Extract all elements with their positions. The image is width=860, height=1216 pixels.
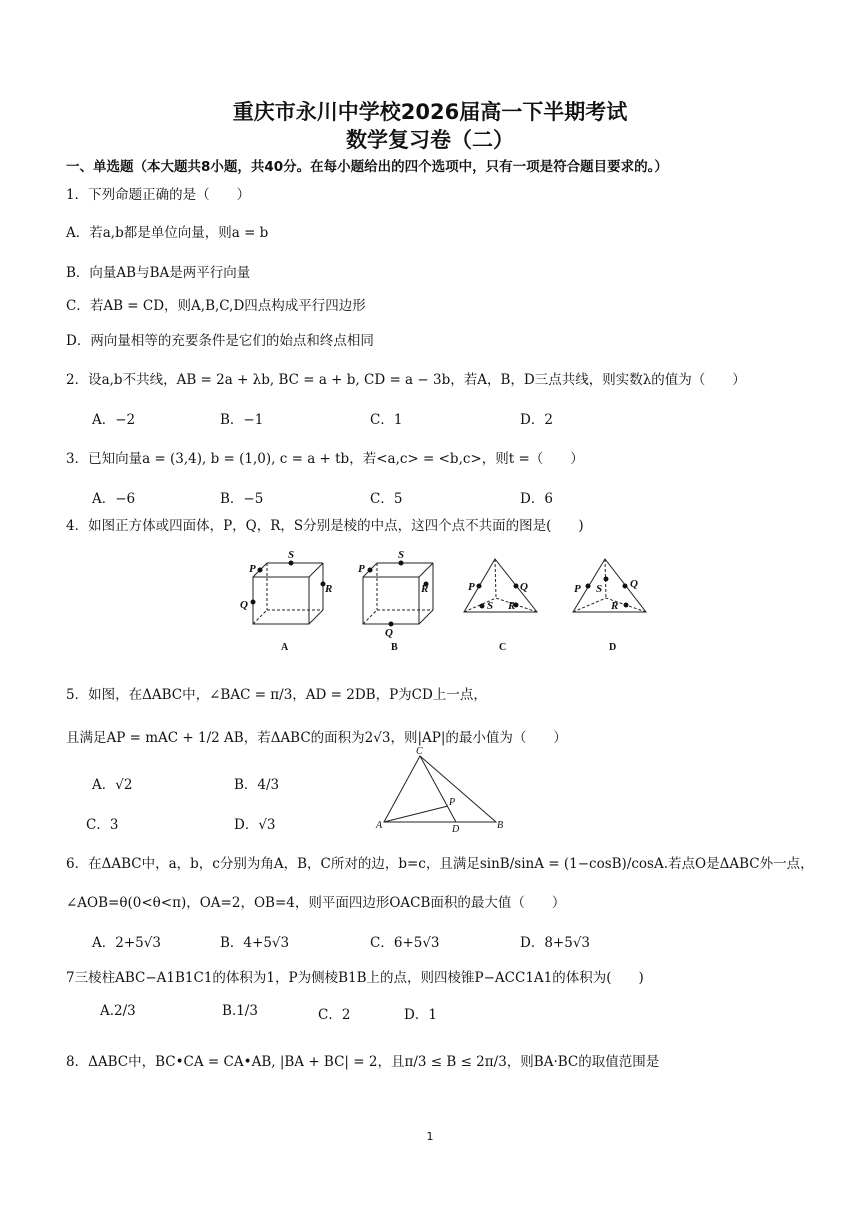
section-heading: 一、单选题（本大题共8小题，共40分。在每小题给出的四个选项中，只有一项是符合题目要求的。） (66, 159, 668, 175)
q7-option-d: D．1 (404, 1007, 437, 1023)
q3-option-a: A．−6 (92, 491, 136, 507)
q6-stem-line1: 6．在ΔABC中，a，b，c分别为角A，B，C所对的边，b=c，且满足sinB/sinA = (1−cosB)/cosA.若点O是ΔABC外一点， (66, 856, 814, 872)
label-r-d: R (611, 600, 619, 612)
q5-option-d: D．√3 (234, 817, 276, 833)
label-s-c: S (487, 600, 494, 612)
q6-option-c: C．6+5√3 (370, 935, 440, 951)
exam-title-line1: 重庆市永川中学校2026届高一下半期考试 (232, 100, 628, 124)
q5-triangle-figure (372, 746, 512, 836)
label-q-a: Q (240, 599, 248, 611)
label-p-d: P (574, 583, 581, 595)
q4-stem: 4．如图正方体或四面体，P，Q，R，S分别是棱的中点，这四个点不共面的图是( ) (66, 518, 584, 534)
label-p-a: P (249, 563, 256, 575)
fig5-label-b: B (497, 820, 504, 831)
q1-stem: 1．下列命题正确的是（ ） (66, 187, 251, 203)
q7-option-c: C．2 (318, 1007, 351, 1023)
cube-b-caption: B (391, 642, 398, 653)
q1-option-a: A．若a,b都是单位向量，则a = b (66, 225, 269, 241)
q8-stem: 8．ΔABC中，BC•CA = CA•AB, |BA + BC| = 2，且π/3 ≤ B ≤ 2π/3，则BA·BC的取值范围是 (66, 1054, 660, 1070)
label-r-a: R (325, 583, 333, 595)
cube-a-caption: A (281, 642, 289, 653)
q2-option-d: D．2 (520, 412, 553, 428)
q6-option-b: B．4+5√3 (220, 935, 290, 951)
q1-option-b: B．向量AB与BA是两平行向量 (66, 265, 251, 281)
q2-option-a: A．−2 (92, 412, 136, 428)
tetra-c-caption: C (499, 642, 507, 653)
exam-title-line2: 数学复习卷（二） (346, 128, 514, 152)
label-q-c: Q (520, 581, 528, 593)
q1-option-d: D．两向量相等的充要条件是它们的始点和终点相同 (66, 333, 374, 349)
label-q-b: Q (385, 627, 393, 639)
q5-option-b: B．4/3 (234, 777, 280, 793)
label-s-a: S (288, 549, 295, 561)
cube-figure-a (253, 563, 323, 624)
q3-option-c: C．5 (370, 491, 403, 507)
label-r-c: R (508, 600, 516, 612)
q2-stem: 2．设a,b不共线，AB = 2a + λb, BC = a + b, CD = a − 3b，若A，B，D三点共线，则实数λ的值为（ ） (66, 372, 746, 388)
q4-figures (230, 546, 660, 658)
label-s-b: S (398, 549, 405, 561)
label-p-c: P (468, 581, 475, 593)
fig5-label-p: P (449, 797, 456, 808)
q5-option-c: C．3 (86, 817, 119, 833)
q7-stem: 7三棱柱ABC−A1B1C1的体积为1，P为侧棱B1B上的点，则四棱锥P−ACC1A1的体积为( ) (66, 970, 644, 986)
q3-stem: 3．已知向量a = (3,4), b = (1,0), c = a + tb，若<a,c> = <b,c>，则t =（ ） (66, 451, 584, 467)
label-s-d: S (596, 583, 603, 595)
label-r-b: R (421, 583, 429, 595)
q7-option-b: B.1/3 (222, 1003, 258, 1019)
label-p-b: P (358, 563, 365, 575)
q7-option-a: A.2/3 (100, 1003, 136, 1019)
q5-stem-line1: 5．如图，在ΔABC中，∠BAC = π/3，AD = 2DB，P为CD上一点， (66, 687, 487, 703)
page-number: 1 (426, 1130, 434, 1143)
q2-option-b: B．−1 (220, 412, 264, 428)
q5-option-a: A．√2 (92, 777, 133, 793)
q2-option-c: C．1 (370, 412, 403, 428)
label-q-d: Q (630, 578, 638, 590)
q6-stem-line2: ∠AOB=θ(0<θ<π)，OA=2，OB=4，则平面四边形OACB面积的最大值（ ） (66, 895, 566, 911)
fig5-label-d: D (452, 824, 460, 835)
q1-option-c: C．若AB = CD，则A,B,C,D四点构成平行四边形 (66, 298, 366, 314)
q3-option-b: B．−5 (220, 491, 264, 507)
fig5-label-a: A (376, 820, 383, 831)
q6-option-d: D．8+5√3 (520, 935, 591, 951)
q5-stem-line2: 且满足AP = mAC + 1/2 AB，若ΔABC的面积为2√3，则|AP|的最小值为（ ） (66, 730, 567, 746)
q6-option-a: A．2+5√3 (92, 935, 161, 951)
tetra-d-caption: D (609, 642, 617, 653)
fig5-label-c: C (416, 746, 423, 757)
q3-option-d: D．6 (520, 491, 553, 507)
